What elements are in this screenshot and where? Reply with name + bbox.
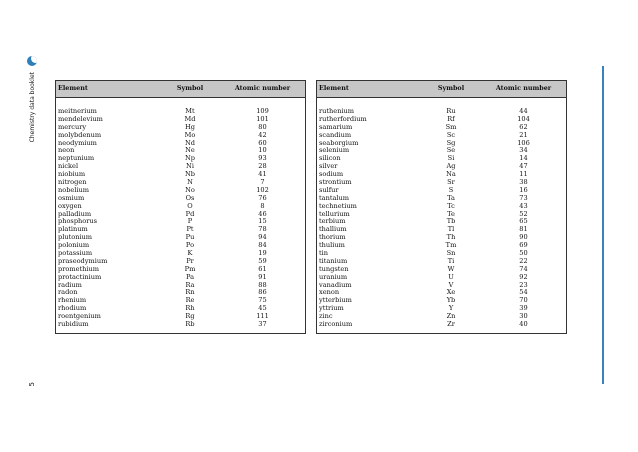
atomic-number: 111 bbox=[256, 312, 269, 321]
element-name: ytterbium bbox=[319, 297, 352, 305]
atomic-number: 37 bbox=[258, 320, 267, 329]
element-name: roentgenium bbox=[58, 313, 101, 321]
atomic-number: 60 bbox=[258, 138, 267, 147]
atomic-number: 45 bbox=[258, 304, 267, 313]
element-name: tin bbox=[319, 250, 329, 258]
element-name: selenium bbox=[319, 147, 350, 155]
element-name: seaborgium bbox=[319, 139, 359, 147]
element-name: sodium bbox=[319, 171, 344, 179]
atomic-number: 91 bbox=[258, 272, 267, 281]
element-symbol: P bbox=[187, 217, 193, 226]
element-symbol: Hg bbox=[185, 122, 195, 131]
element-symbol: Se bbox=[446, 146, 456, 155]
element-name: platinum bbox=[58, 226, 88, 234]
booklet-title: Chemistry data booklet bbox=[28, 72, 36, 143]
element-symbol: Tl bbox=[447, 225, 455, 234]
element-name: silicon bbox=[319, 155, 341, 163]
atomic-number: 76 bbox=[258, 193, 267, 202]
element-name: rubidium bbox=[58, 321, 89, 329]
element-name: thorium bbox=[319, 234, 346, 242]
atomic-number: 16 bbox=[519, 185, 528, 194]
element-name: potassium bbox=[58, 250, 93, 258]
table-row bbox=[56, 321, 305, 329]
table-row bbox=[317, 274, 566, 282]
atomic-number: 59 bbox=[258, 256, 267, 265]
table-row bbox=[56, 266, 305, 274]
element-symbol: Yb bbox=[446, 296, 456, 305]
table-row bbox=[317, 218, 566, 226]
element-name: nickel bbox=[58, 163, 79, 171]
table-row bbox=[317, 116, 566, 124]
element-name: praseodymium bbox=[58, 257, 108, 265]
table-row bbox=[56, 234, 305, 242]
element-symbol: S bbox=[448, 185, 454, 194]
table-row bbox=[56, 155, 305, 163]
element-symbol: Pt bbox=[186, 225, 194, 234]
table-row bbox=[317, 313, 566, 321]
table-row bbox=[317, 297, 566, 305]
atomic-number: 90 bbox=[519, 233, 528, 242]
element-name: polonium bbox=[58, 242, 90, 250]
element-symbol: Pu bbox=[185, 233, 195, 242]
table-row bbox=[317, 289, 566, 297]
element-name: thallium bbox=[319, 226, 347, 234]
element-name: osmium bbox=[58, 194, 85, 202]
atomic-number: 86 bbox=[258, 288, 267, 297]
header-atomic-number: Atomic number bbox=[234, 84, 291, 93]
element-symbol: Zr bbox=[447, 320, 455, 329]
element-symbol: Ag bbox=[446, 162, 456, 171]
element-name: mercury bbox=[58, 123, 87, 131]
element-symbol: Md bbox=[184, 114, 196, 123]
element-symbol: Pr bbox=[186, 256, 194, 265]
element-name: promethium bbox=[58, 265, 100, 273]
element-symbol: K bbox=[187, 249, 193, 258]
element-symbol: Nb bbox=[185, 170, 195, 179]
element-symbol: Pa bbox=[185, 272, 195, 281]
table-row bbox=[317, 179, 566, 187]
table-row bbox=[317, 171, 566, 179]
atomic-number: 47 bbox=[519, 162, 528, 171]
table-row bbox=[317, 305, 566, 313]
element-name: oxygen bbox=[58, 202, 82, 210]
table-row bbox=[56, 218, 305, 226]
element-name: protactinium bbox=[58, 273, 102, 281]
atomic-number: 21 bbox=[519, 130, 528, 139]
atomic-number: 43 bbox=[519, 201, 528, 210]
element-symbol: Rh bbox=[185, 304, 195, 313]
table-row bbox=[56, 171, 305, 179]
element-symbol: Rn bbox=[185, 288, 195, 297]
table-row bbox=[317, 321, 566, 329]
element-symbol: Tc bbox=[447, 201, 455, 210]
element-symbol: Po bbox=[185, 241, 195, 250]
element-name: phosphorus bbox=[58, 218, 98, 226]
element-symbol: Ra bbox=[185, 280, 195, 289]
table-row bbox=[56, 203, 305, 211]
element-name: tungsten bbox=[319, 265, 349, 273]
element-name: rhenium bbox=[58, 297, 87, 305]
table-row bbox=[56, 163, 305, 171]
element-name: niobium bbox=[58, 171, 86, 179]
element-name: tellurium bbox=[319, 210, 350, 218]
element-symbol: Na bbox=[446, 170, 456, 179]
element-symbol: Rf bbox=[447, 114, 455, 123]
atomic-number: 28 bbox=[258, 162, 267, 171]
table-header bbox=[317, 81, 566, 98]
page-number: 5 bbox=[28, 382, 36, 387]
element-symbol: V bbox=[448, 280, 454, 289]
atomic-number: 81 bbox=[519, 225, 528, 234]
element-symbol: Xe bbox=[446, 288, 456, 297]
element-symbol: Ru bbox=[446, 107, 456, 115]
table-row bbox=[317, 163, 566, 171]
atomic-number: 46 bbox=[258, 209, 267, 218]
element-symbol: N bbox=[187, 178, 193, 187]
element-name: strontium bbox=[319, 179, 352, 187]
element-name: vanadium bbox=[319, 281, 352, 289]
element-symbol: Ta bbox=[447, 193, 455, 202]
table-header bbox=[56, 81, 305, 98]
element-symbol: Np bbox=[185, 154, 195, 163]
atomic-number: 92 bbox=[519, 272, 528, 281]
table-row bbox=[317, 242, 566, 250]
atomic-number: 39 bbox=[519, 304, 528, 313]
table-row bbox=[317, 203, 566, 211]
atomic-number: 109 bbox=[256, 107, 269, 115]
atomic-number: 23 bbox=[519, 280, 528, 289]
atomic-number: 38 bbox=[519, 178, 528, 187]
element-name: terbium bbox=[319, 218, 346, 226]
atomic-number: 80 bbox=[258, 122, 267, 131]
element-name: zinc bbox=[319, 313, 333, 321]
element-symbol: Rg bbox=[185, 312, 195, 321]
element-name: xenon bbox=[319, 289, 340, 297]
atomic-number: 70 bbox=[519, 296, 528, 305]
element-name: samarium bbox=[319, 123, 353, 131]
table-row bbox=[56, 258, 305, 266]
element-symbol: Mo bbox=[184, 130, 196, 139]
element-name: rutherfordium bbox=[319, 115, 367, 123]
table-row bbox=[317, 187, 566, 195]
table-row bbox=[56, 211, 305, 219]
element-name: meitnerium bbox=[58, 108, 97, 115]
table-row bbox=[56, 147, 305, 155]
element-name: neptunium bbox=[58, 155, 95, 163]
atomic-number: 69 bbox=[519, 241, 528, 250]
element-symbol: Sn bbox=[446, 249, 456, 258]
element-symbol: Si bbox=[447, 154, 455, 163]
element-name: palladium bbox=[58, 210, 92, 218]
atomic-number: 94 bbox=[258, 233, 267, 242]
element-name: sulfur bbox=[319, 186, 339, 194]
atomic-number: 40 bbox=[519, 320, 528, 329]
ib-logo-icon bbox=[27, 56, 37, 66]
element-symbol: Ni bbox=[186, 162, 194, 171]
atomic-number: 30 bbox=[519, 312, 528, 321]
element-symbol: Y bbox=[448, 304, 454, 313]
element-name: plutonium bbox=[58, 234, 93, 242]
element-symbol: Ti bbox=[447, 256, 455, 265]
element-name: radium bbox=[58, 281, 82, 289]
atomic-number: 15 bbox=[258, 217, 267, 226]
atomic-number: 62 bbox=[519, 122, 528, 131]
element-symbol: Ne bbox=[185, 146, 195, 155]
header-symbol: Symbol bbox=[437, 84, 465, 93]
atomic-number: 34 bbox=[519, 146, 528, 155]
atomic-number: 84 bbox=[258, 241, 267, 250]
atomic-number: 78 bbox=[258, 225, 267, 234]
table-row bbox=[317, 124, 566, 132]
atomic-number: 88 bbox=[258, 280, 267, 289]
atomic-number: 61 bbox=[258, 264, 267, 273]
element-name: rhodium bbox=[58, 305, 87, 313]
atomic-number: 54 bbox=[519, 288, 528, 297]
element-name: thulium bbox=[319, 242, 345, 250]
table-row bbox=[317, 282, 566, 290]
element-symbol: Rb bbox=[185, 320, 195, 329]
atomic-number: 102 bbox=[256, 185, 269, 194]
atomic-number: 10 bbox=[258, 146, 267, 155]
element-symbol: U bbox=[448, 272, 454, 281]
atomic-number: 73 bbox=[519, 193, 528, 202]
element-symbol: Zn bbox=[446, 312, 456, 321]
element-name: titanium bbox=[319, 257, 348, 265]
table-body bbox=[317, 98, 566, 333]
table-body bbox=[56, 98, 305, 333]
table-row bbox=[56, 242, 305, 250]
atomic-number: 75 bbox=[258, 296, 267, 305]
atomic-number: 65 bbox=[519, 217, 528, 226]
table-row bbox=[317, 258, 566, 266]
element-name: neon bbox=[58, 147, 75, 155]
atomic-number: 106 bbox=[517, 138, 530, 147]
element-name: tantalum bbox=[319, 194, 350, 202]
table-row bbox=[56, 116, 305, 124]
atomic-number: 22 bbox=[519, 256, 528, 265]
element-symbol: Re bbox=[185, 296, 195, 305]
table-row bbox=[317, 140, 566, 148]
element-symbol: No bbox=[185, 185, 195, 194]
table-row bbox=[56, 187, 305, 195]
element-symbol: Sm bbox=[445, 122, 457, 131]
atomic-number: 8 bbox=[260, 201, 265, 210]
table-row bbox=[56, 140, 305, 148]
table-row bbox=[317, 234, 566, 242]
element-name: silver bbox=[319, 163, 338, 171]
element-name: zirconium bbox=[319, 321, 353, 329]
element-name: radon bbox=[58, 289, 78, 297]
element-symbol: W bbox=[447, 264, 455, 273]
atomic-number: 11 bbox=[519, 170, 528, 179]
table-row bbox=[56, 289, 305, 297]
table-row bbox=[317, 195, 566, 203]
atomic-number: 41 bbox=[258, 170, 267, 179]
atomic-number: 93 bbox=[258, 154, 267, 163]
element-table-left bbox=[55, 80, 306, 334]
element-symbol: O bbox=[187, 201, 193, 210]
element-table-right bbox=[316, 80, 567, 334]
element-name: ruthenium bbox=[319, 108, 355, 115]
element-symbol: Mt bbox=[185, 107, 195, 115]
atomic-number: 104 bbox=[517, 114, 530, 123]
element-name: technetium bbox=[319, 202, 357, 210]
element-name: molybdenum bbox=[58, 131, 102, 139]
atomic-number: 42 bbox=[258, 130, 267, 139]
header-element: Element bbox=[319, 85, 349, 93]
table-row bbox=[317, 226, 566, 234]
element-symbol: Th bbox=[446, 233, 456, 242]
element-name: scandium bbox=[319, 131, 352, 139]
table-row bbox=[56, 282, 305, 290]
header-atomic-number: Atomic number bbox=[495, 84, 552, 93]
table-row bbox=[56, 274, 305, 282]
element-symbol: Sg bbox=[446, 138, 456, 147]
element-symbol: Tb bbox=[446, 217, 456, 226]
atomic-number: 50 bbox=[519, 249, 528, 258]
atomic-number: 52 bbox=[519, 209, 528, 218]
element-name: neodymium bbox=[58, 139, 97, 147]
table-row bbox=[56, 124, 305, 132]
element-symbol: Sr bbox=[447, 178, 455, 187]
element-name: uranium bbox=[319, 273, 348, 281]
element-symbol: Nd bbox=[185, 138, 195, 147]
element-symbol: Os bbox=[185, 193, 195, 202]
atomic-number: 44 bbox=[519, 107, 528, 115]
table-row bbox=[56, 297, 305, 305]
header-symbol: Symbol bbox=[176, 84, 204, 93]
table-row bbox=[56, 313, 305, 321]
table-row bbox=[317, 266, 566, 274]
atomic-number: 19 bbox=[258, 249, 267, 258]
table-row bbox=[56, 195, 305, 203]
atomic-number: 101 bbox=[256, 114, 269, 123]
table-row bbox=[317, 155, 566, 163]
table-row bbox=[317, 250, 566, 258]
table-row bbox=[317, 147, 566, 155]
element-symbol: Sc bbox=[446, 130, 456, 139]
atomic-number: 14 bbox=[519, 154, 528, 163]
table-row bbox=[56, 250, 305, 258]
element-symbol: Te bbox=[447, 209, 455, 218]
table-row bbox=[317, 211, 566, 219]
atomic-number: 74 bbox=[519, 264, 528, 273]
element-symbol: Tm bbox=[445, 241, 457, 250]
sidebar bbox=[22, 56, 42, 142]
element-symbol: Pm bbox=[184, 264, 196, 273]
element-name: nitrogen bbox=[58, 179, 87, 187]
element-name: mendelevium bbox=[58, 115, 103, 123]
element-symbol: Pd bbox=[185, 209, 195, 218]
margin-rule bbox=[602, 66, 604, 384]
table-row bbox=[56, 226, 305, 234]
element-name: yttrium bbox=[319, 305, 344, 313]
atomic-number: 7 bbox=[260, 178, 265, 187]
header-element: Element bbox=[58, 85, 88, 93]
table-row bbox=[56, 132, 305, 140]
element-name: nobelium bbox=[58, 186, 90, 194]
